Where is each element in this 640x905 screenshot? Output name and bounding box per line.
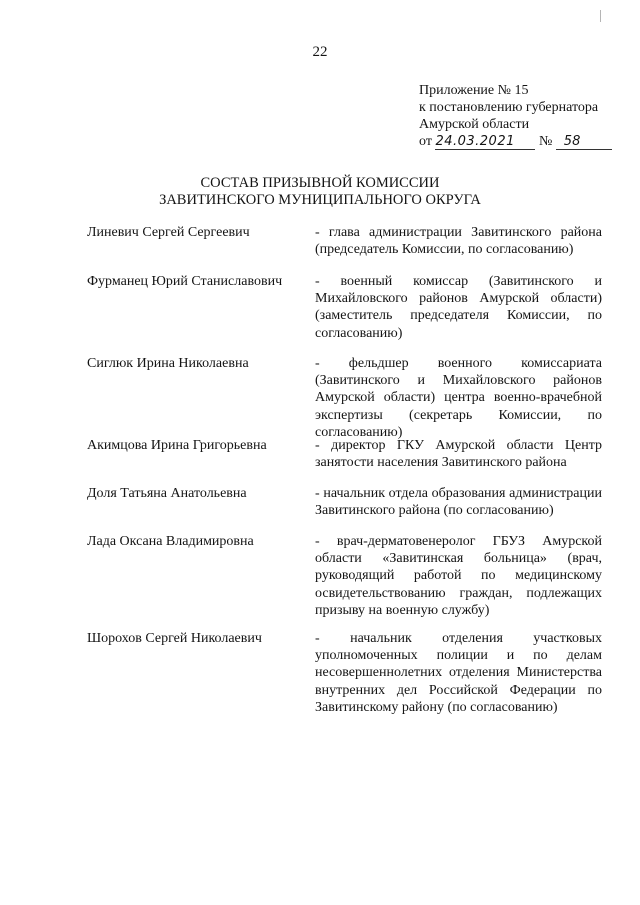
member-role: - глава администрации Завитинского района (председатель Комиссии, по согласованию)	[315, 225, 602, 258]
appendix-header	[419, 82, 629, 150]
member-name: Лада Оксана Владимировна	[87, 534, 254, 549]
document-title	[0, 175, 640, 209]
member-name: Линевич Сергей Сергеевич	[87, 225, 250, 240]
appendix-date-line	[419, 133, 629, 150]
scan-mark	[600, 10, 601, 22]
member-name: Фурманец Юрий Станиславович	[87, 274, 283, 289]
appendix-line: Амурской области	[419, 117, 530, 132]
appendix-line: Приложение № 15	[419, 83, 529, 98]
member-role: - фельдшер военного комиссариата (Завитинского и Михайловского районов Амурской области) центра военно-врачебной экспертизы (секретарь Комиссии, по согласованию)	[315, 356, 602, 440]
handwritten-number: 58	[556, 134, 612, 150]
date-prefix: от	[419, 134, 432, 149]
member-role: - военный комиссар (Завитинского и Михайловского районов Амурской области) (заместитель председателя Комиссии, по согласованию)	[315, 274, 602, 341]
member-role: - начальник отдела образования администрации Завитинского района (по согласованию)	[315, 486, 602, 519]
handwritten-date: 24.03.2021	[435, 134, 535, 150]
member-name: Сиглюк Ирина Николаевна	[87, 356, 249, 371]
number-prefix: №	[538, 134, 553, 149]
title-line: СОСТАВ ПРИЗЫВНОЙ КОМИССИИ	[200, 175, 440, 191]
member-role: - директор ГКУ Амурской области Центр занятости населения Завитинского района	[315, 438, 602, 471]
page-number: 22	[312, 44, 328, 60]
appendix-line: к постановлению губернатора	[419, 100, 599, 115]
member-role: - врач-дерматовенеролог ГБУЗ Амурской области «Завитинская больница» (врач, руководящий работой по медицинскому освидетельствованию граждан, подлежащих призыву на военную службу)	[315, 534, 602, 618]
member-name: Доля Татьяна Анатольевна	[87, 486, 247, 501]
title-line: ЗАВИТИНСКОГО МУНИЦИПАЛЬНОГО ОКРУГА	[159, 192, 481, 208]
member-name: Шорохов Сергей Николаевич	[87, 631, 262, 646]
member-role: - начальник отделения участковых уполномоченных полиции и по делам несовершеннолетних отделения Министерства внутренних дел Российской Федерации по Завитинскому району (по согласованию)	[315, 631, 602, 715]
member-name: Акимцова Ирина Григорьевна	[87, 438, 267, 453]
